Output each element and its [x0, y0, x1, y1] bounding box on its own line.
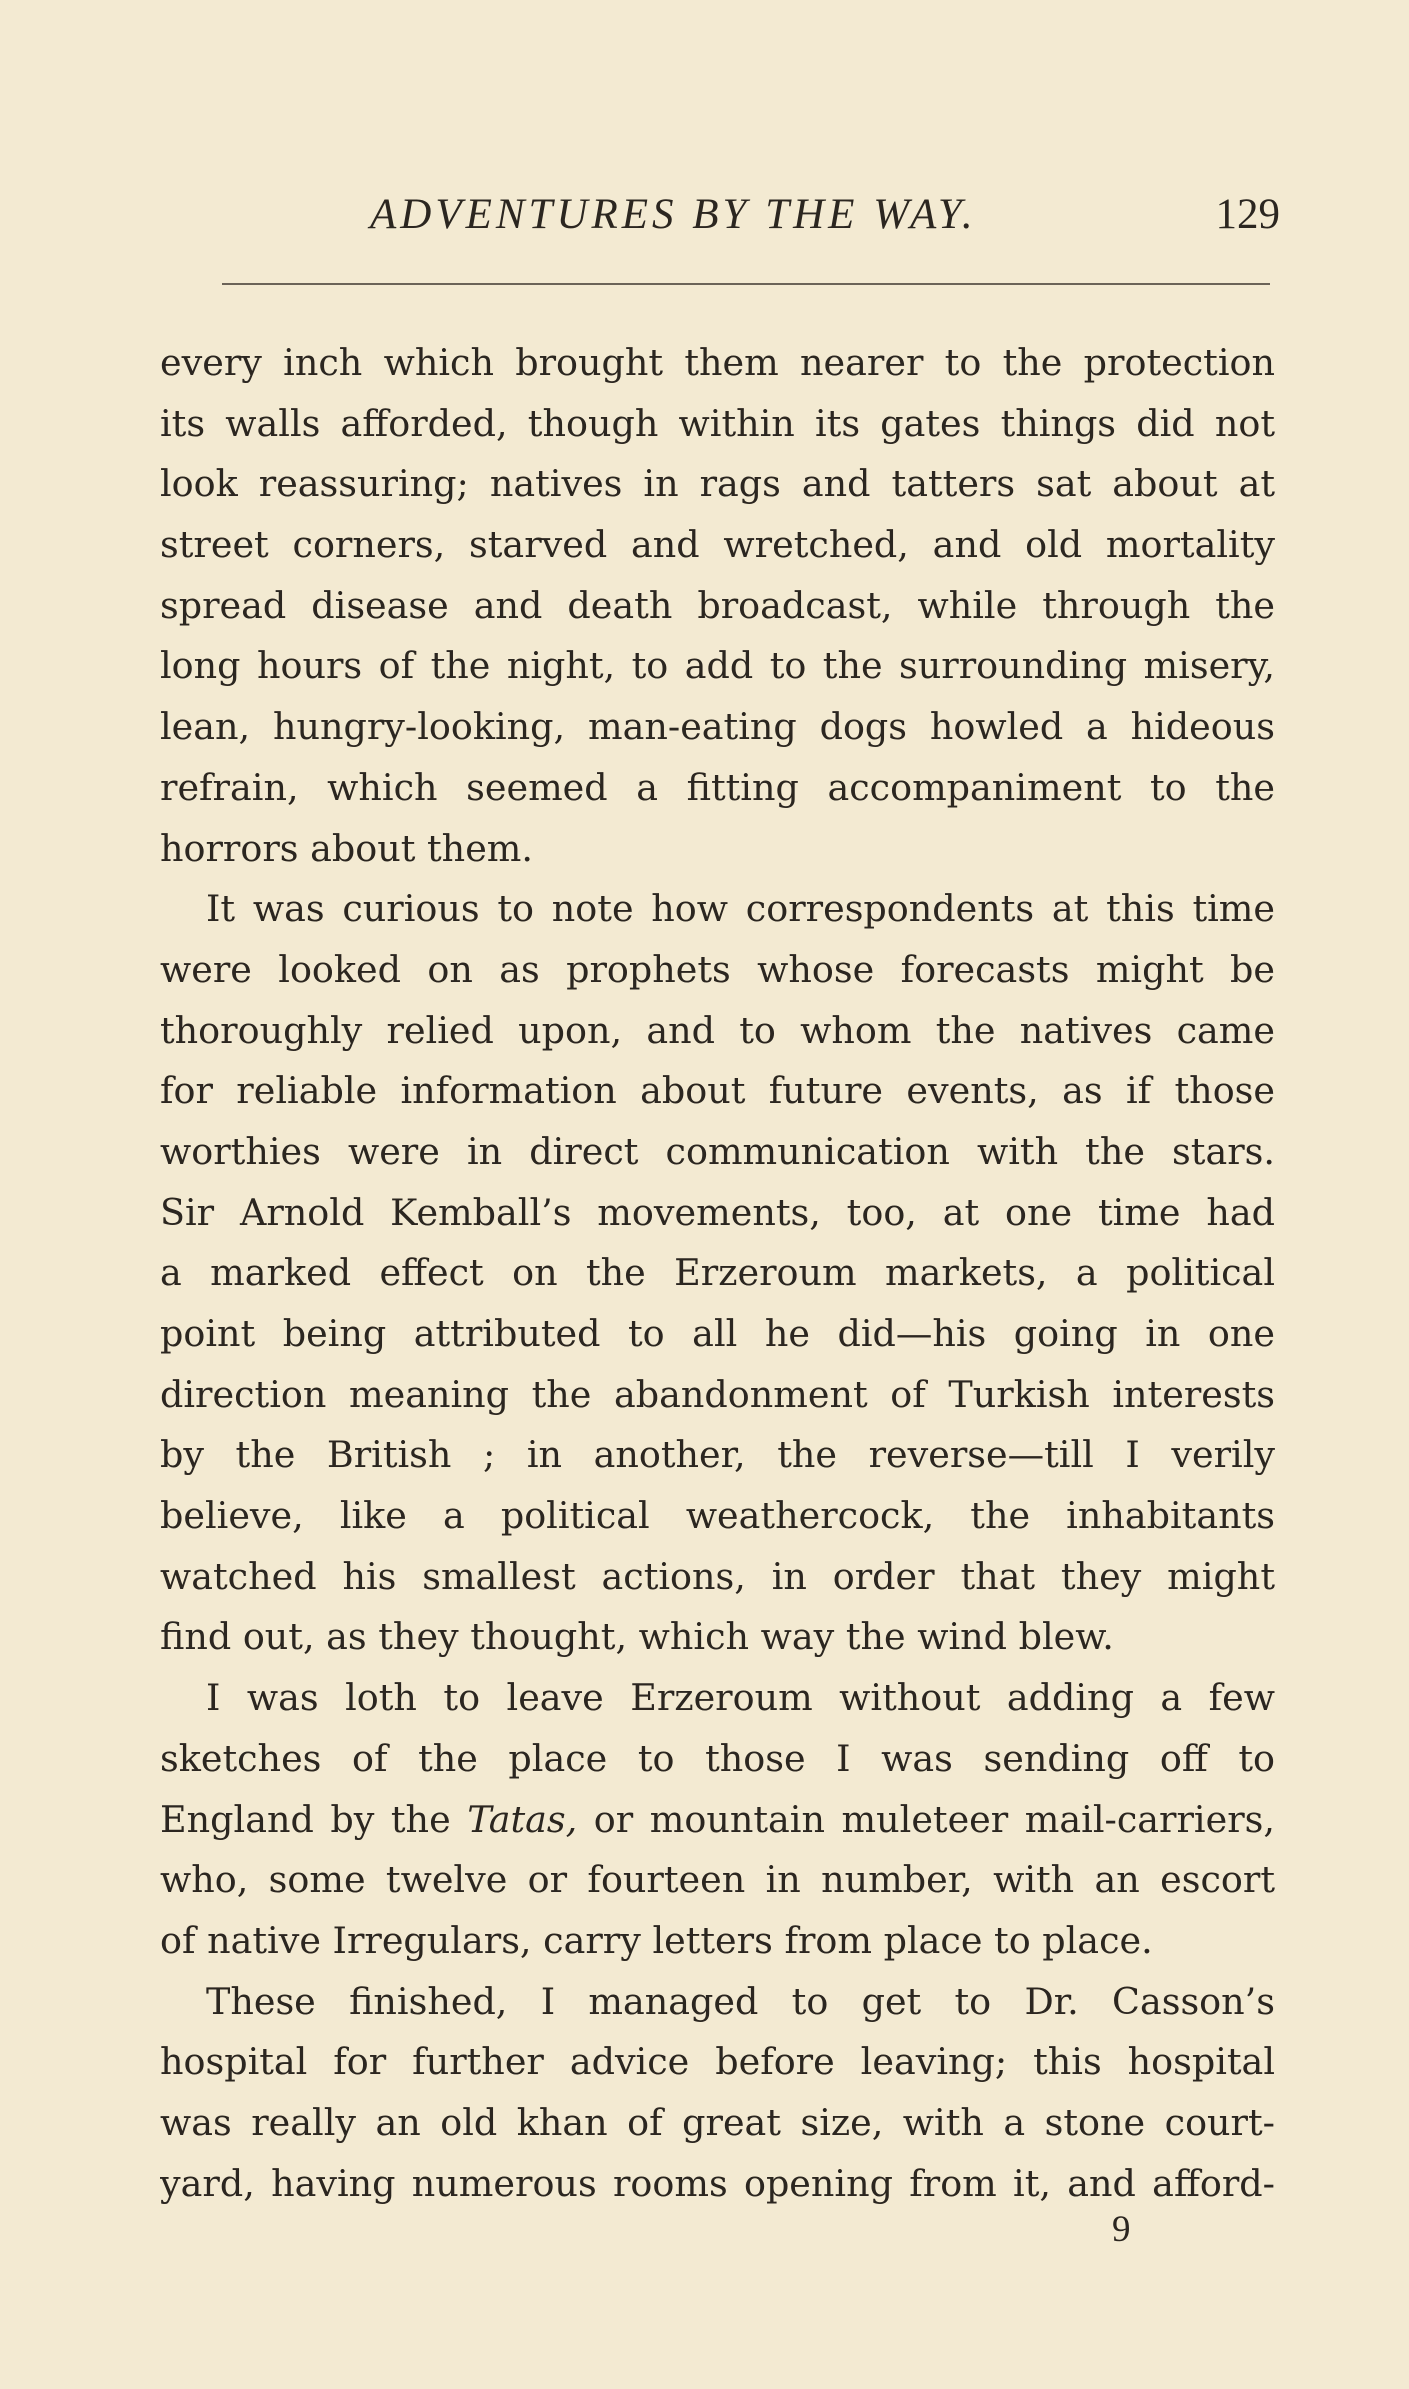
page-number: 129 [1215, 191, 1280, 238]
text-line: horrors about them. [160, 826, 534, 870]
text-line [160, 1790, 1275, 1851]
text-line: watched his smallest actions, in order that they might [160, 1554, 1275, 1598]
text-span: England by the [160, 1797, 468, 1841]
text-line: by the British ; in another, the reverse—till I verily [160, 1433, 1275, 1477]
running-head [160, 190, 1280, 250]
text-line: refrain, which seemed a fitting accompaniment to the [160, 765, 1275, 809]
signature-mark: 9 [1112, 2209, 1131, 2250]
text-line: hospital for further advice before leaving; this hospital [160, 2040, 1275, 2084]
text-line: a marked effect on the Erzeroum markets, a political [160, 1251, 1275, 1295]
text-line: It was curious to note how correspondents at this time [206, 887, 1275, 931]
text-line: point being attributed to all he did—his going in one [160, 1312, 1275, 1355]
text-line: These finished, I managed to get to Dr. Casson’s [206, 1979, 1275, 2023]
text-line: thoroughly relied upon, and to whom the natives came [160, 1008, 1275, 1052]
text-line: every inch which brought them nearer to the protection [160, 341, 1275, 384]
text-line: sketches of the place to those I was sending off to [160, 1736, 1275, 1780]
body-text [160, 333, 1275, 2214]
text-line: lean, hungry-looking, man-eating dogs howled a hideous [160, 705, 1275, 749]
running-title: ADVENTURES BY THE WAY. [370, 191, 977, 238]
text-line: find out, as they thought, which way the wind blew. [160, 1615, 1114, 1659]
text-line: were looked on as prophets whose forecasts might be [160, 947, 1275, 991]
text-line: its walls afforded, though within its gates things did not [160, 401, 1275, 445]
text-line: worthies were in direct communication with the stars. [160, 1129, 1275, 1173]
text-line: Sir Arnold Kemball’s movements, too, at one time had [160, 1190, 1275, 1234]
header-rule [222, 283, 1270, 285]
text-line: long hours of the night, to add to the surrounding misery, [160, 644, 1275, 688]
text-line: look reassuring; natives in rags and tatters sat about at [160, 462, 1275, 506]
text-line: spread disease and death broadcast, while through the [160, 583, 1275, 627]
text-line: who, some twelve or fourteen in number, with an escort [160, 1858, 1275, 1902]
text-line: believe, like a political weathercock, the inhabitants [160, 1494, 1275, 1538]
text-span: or mountain muleteer mail-carriers, [577, 1797, 1275, 1841]
text-line: for reliable information about future events, as if those [160, 1069, 1275, 1113]
text-line: street corners, starved and wretched, and old mortality [160, 523, 1275, 567]
italic-word: Tatas, [467, 1797, 578, 1841]
text-line: I was loth to leave Erzeroum without adding a few [206, 1676, 1275, 1720]
text-line: yard, having numerous rooms opening from it, and afford- [160, 2161, 1275, 2205]
text-line: was really an old khan of great size, with a stone court- [160, 2100, 1275, 2144]
text-line: direction meaning the abandonment of Turkish interests [160, 1372, 1275, 1416]
text-line: of native Irregulars, carry letters from place to place. [160, 1918, 1153, 1962]
